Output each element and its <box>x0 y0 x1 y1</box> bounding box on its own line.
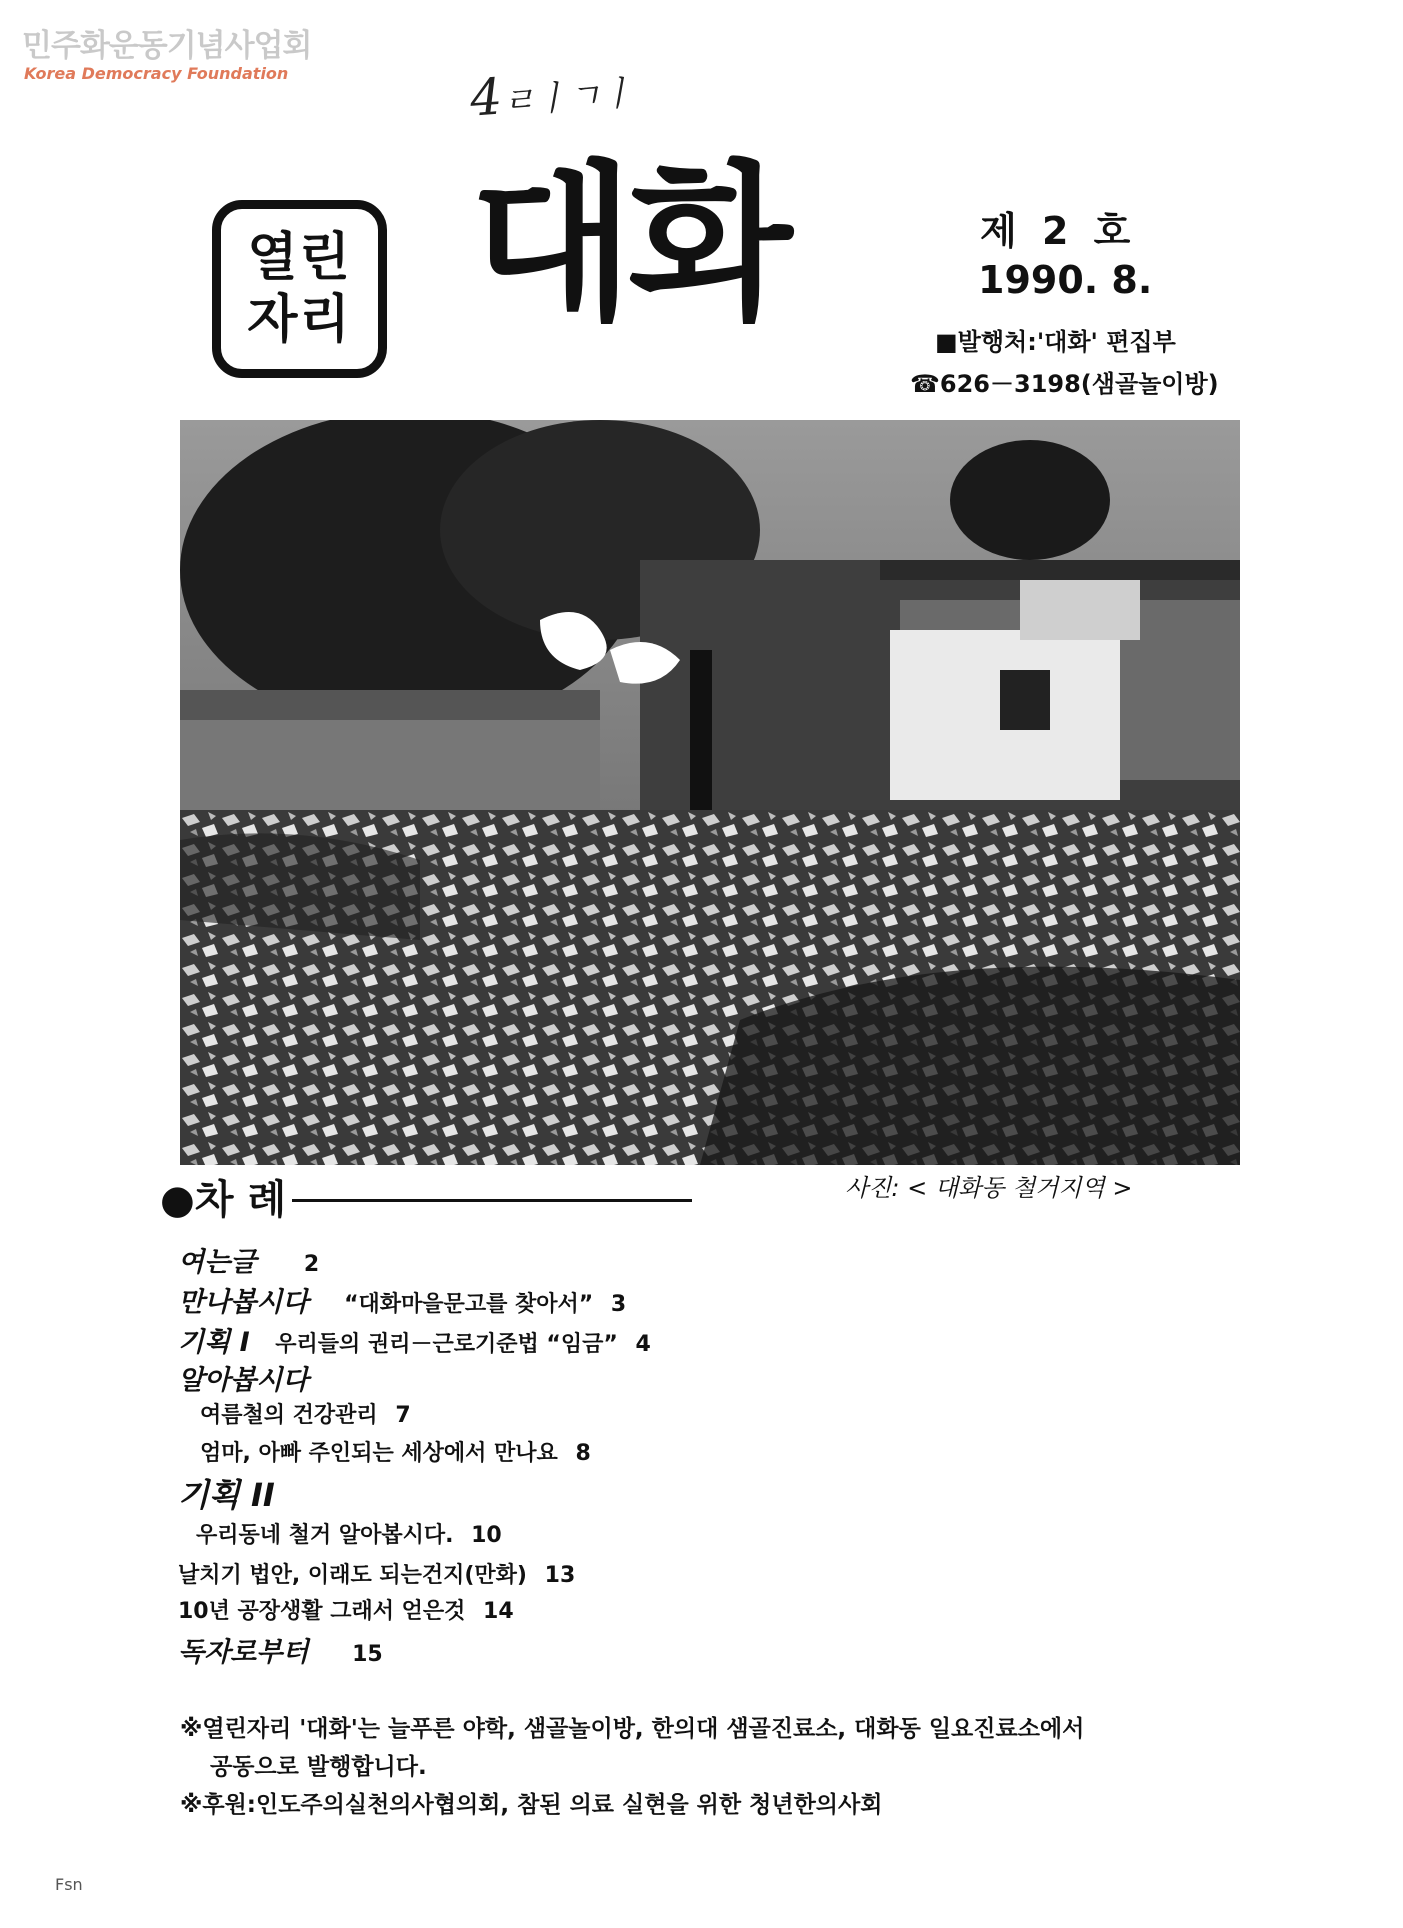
masthead-title: 대화 <box>470 146 787 344</box>
issue-date: 1990. 8. <box>978 258 1153 302</box>
cover-photo <box>180 420 1240 1165</box>
stamp-logo <box>212 200 387 378</box>
watermark-english: Korea Democracy Foundation <box>24 64 289 83</box>
watermark-korean: 민주화운동기념사업회 <box>22 28 312 64</box>
toc-item: 여는글 2 <box>178 1247 320 1278</box>
toc-item: 기획 II <box>178 1476 275 1514</box>
publisher-line: ■발행처:'대화' 편집부 <box>935 328 1176 356</box>
photo-caption: 사진: < 대화동 철거지역 > <box>845 1174 1133 1202</box>
toc-item: 10년 공장생활 그래서 얻은것 14 <box>178 1599 514 1624</box>
toc-item: 독자로부터 15 <box>178 1637 383 1668</box>
issue-number: 제 2 호 <box>980 209 1137 253</box>
toc-item: 기획 I 우리들의 권리－근로기준법 “임금” 4 <box>178 1327 651 1358</box>
toc-heading: ●차 례 <box>160 1168 692 1225</box>
toc-item: 만나봅시다 “대화마을문고를 찾아서” 3 <box>178 1287 627 1318</box>
phone-line: ☎626－3198(샘골놀이방) <box>910 370 1219 398</box>
stamp-line-2: 자리 <box>247 290 352 350</box>
toc-item: 알아봅시다 <box>178 1365 309 1396</box>
note-line-1: ※열린자리 '대화'는 늘푸른 야학, 샘골놀이방, 한의대 샘골진료소, 대화동 일요진료소에서 <box>180 1716 1085 1742</box>
toc-item: 우리동네 철거 알아봅시다. 10 <box>196 1523 502 1548</box>
toc-item: 여름철의 건강관리 7 <box>200 1403 411 1428</box>
note-line-3: ※후원:인도주의실천의사협의회, 참된 의료 실현을 위한 청년한의사회 <box>180 1792 883 1818</box>
photo-illustration <box>180 420 1240 1165</box>
toc-item: 날치기 법안, 이래도 되는건지(만화) 13 <box>178 1563 576 1588</box>
stamp-line-1: 열린 <box>247 228 352 288</box>
toc-rule <box>292 1199 692 1202</box>
note-line-2: 공동으로 발행합니다. <box>210 1754 427 1780</box>
toc-item: 엄마, 아빠 주인되는 세상에서 만나요 8 <box>200 1441 591 1466</box>
corner-mark: Fsn <box>55 1875 83 1894</box>
handwritten-number: 4ㄹㅣㄱㅣ <box>468 67 635 128</box>
publication-notes <box>180 1710 1240 1824</box>
